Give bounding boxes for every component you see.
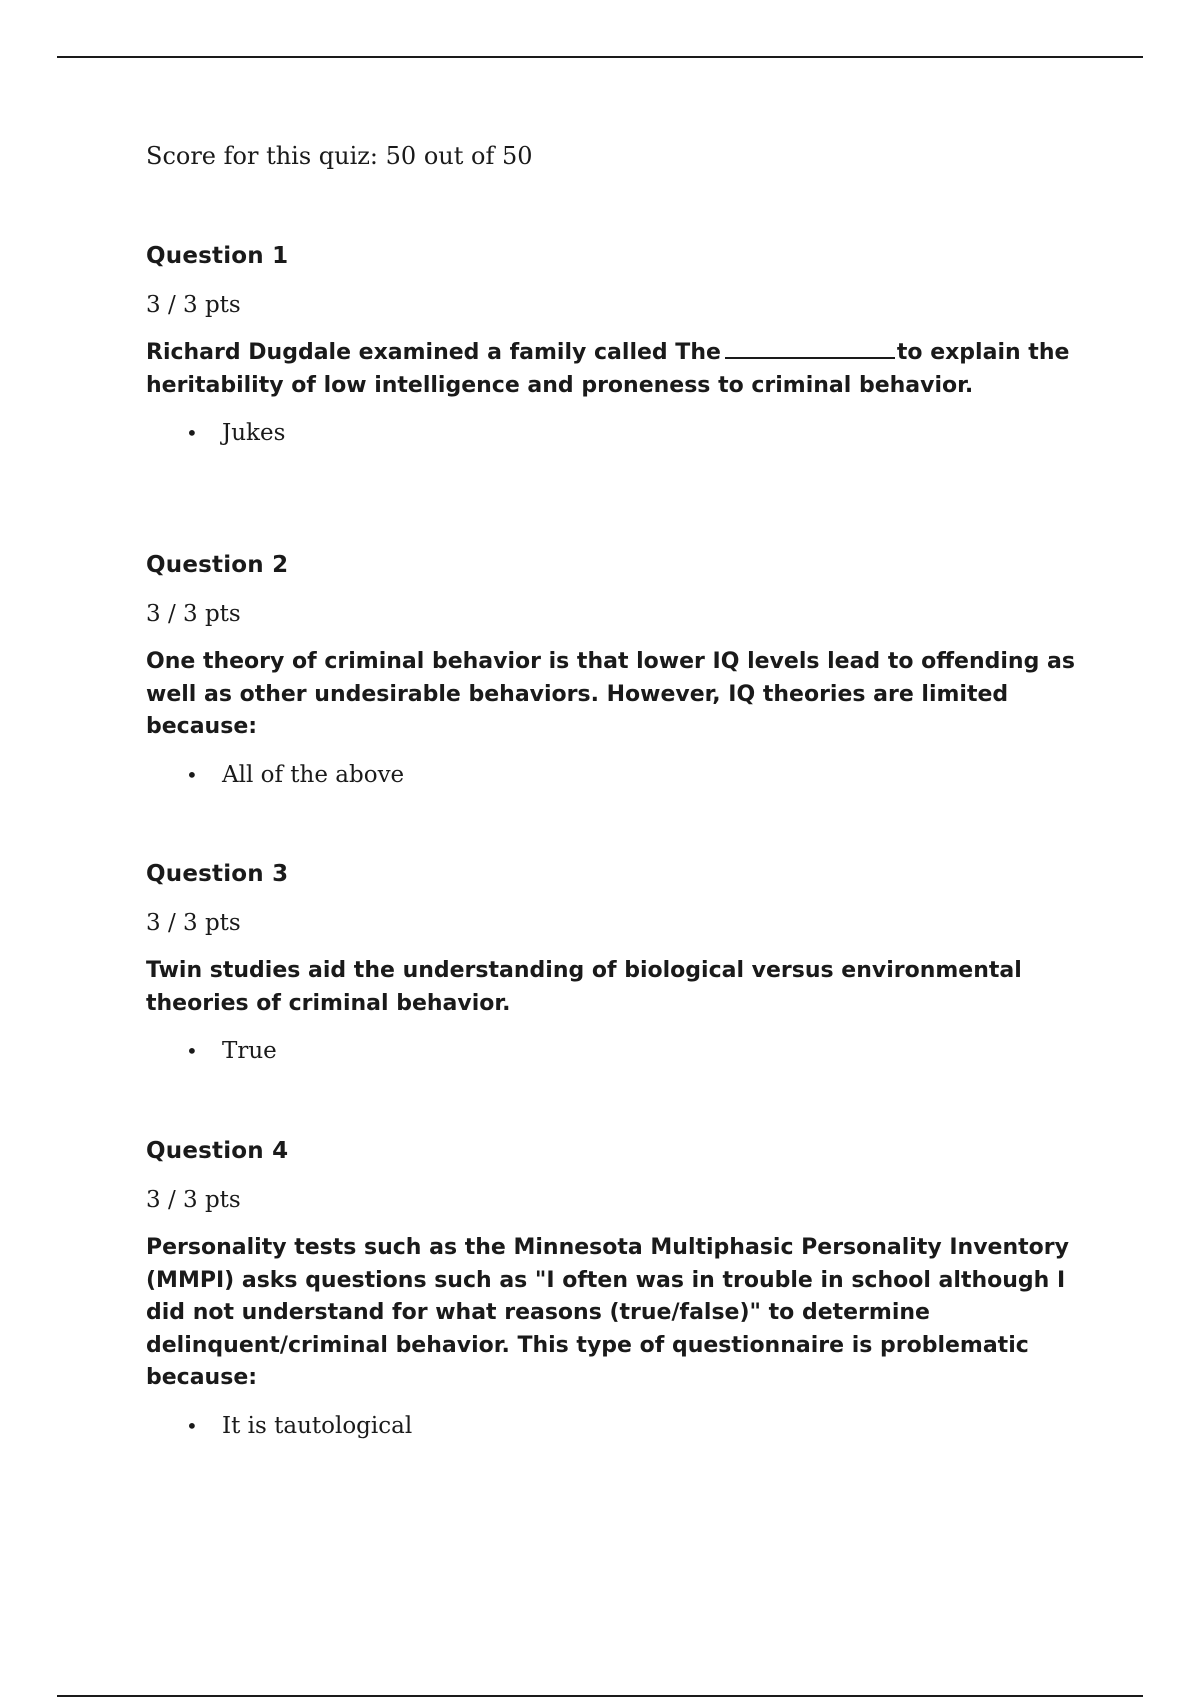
question-text — [146, 337, 1086, 402]
question-title: Question 2 — [146, 552, 289, 578]
question-points: 3 / 3 pts — [146, 601, 241, 627]
selected-answer — [146, 760, 1086, 790]
selected-answer — [146, 1411, 1086, 1441]
question-text: Twin studies aid the understanding of biological versus environmental theories of criminal behavior. — [146, 958, 1022, 1016]
question-text: Personality tests such as the Minnesota Multiphasic Personality Inventory (MMPI) asks questions such as "I often was in trouble in school although I did not understand for what reasons (true/false)" to determine delinquent/criminal behavior. This type of questionnaire is problematic because: — [146, 1235, 1069, 1390]
bullet-icon: • — [186, 421, 198, 445]
question-1 — [146, 241, 1086, 448]
bottom-rule — [57, 1695, 1143, 1697]
answer-text: All of the above — [222, 761, 405, 788]
question-title: Question 4 — [146, 1138, 289, 1164]
quiz-score: Score for this quiz: 50 out of 50 — [146, 142, 533, 170]
top-rule — [57, 56, 1143, 58]
bullet-icon: • — [186, 1039, 198, 1063]
answer-list — [146, 418, 1086, 448]
answer-list — [146, 1411, 1086, 1441]
question-points: 3 / 3 pts — [146, 910, 241, 936]
answer-list — [146, 1036, 1086, 1066]
question-2 — [146, 550, 1086, 790]
selected-answer — [146, 1036, 1086, 1066]
bullet-icon: • — [186, 762, 198, 787]
answer-text: Jukes — [222, 420, 286, 446]
question-points: 3 / 3 pts — [146, 1187, 241, 1213]
answer-text: True — [222, 1038, 277, 1064]
answer-text: It is tautological — [222, 1412, 413, 1439]
fill-in-blank — [725, 356, 895, 359]
question-title: Question 3 — [146, 861, 289, 887]
question-text: One theory of criminal behavior is that lower IQ levels lead to offending as well as other undesirable behaviors. However, IQ theories are limited because: — [146, 649, 1075, 739]
question-3 — [146, 859, 1086, 1066]
question-text-before-blank: Richard Dugdale examined a family called The — [146, 340, 721, 365]
question-4 — [146, 1136, 1086, 1441]
question-title: Question 1 — [146, 243, 289, 269]
question-text-after-blank: to explain the heritability of low intelligence and proneness to criminal behavior. — [146, 340, 1070, 398]
bullet-icon: • — [186, 1413, 198, 1438]
selected-answer — [146, 418, 1086, 448]
answer-list — [146, 760, 1086, 790]
question-points: 3 / 3 pts — [146, 292, 241, 318]
